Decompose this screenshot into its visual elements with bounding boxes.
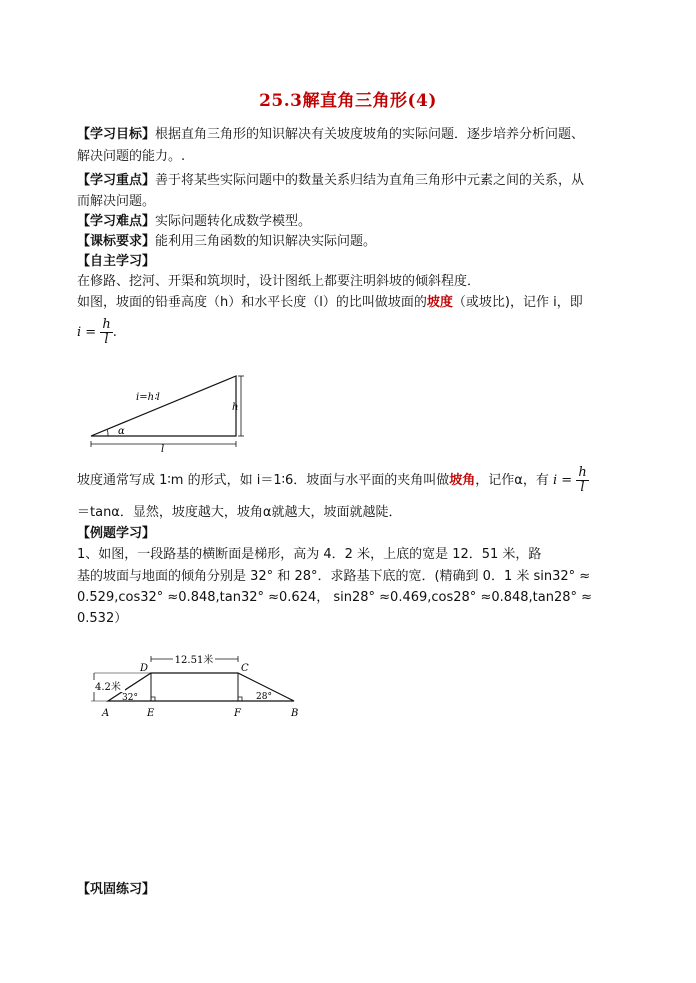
examples-heading: 【例题学习】 [77, 526, 156, 541]
key-line [77, 172, 622, 190]
practice-heading: 【巩固练习】 [77, 882, 156, 897]
standard-line [77, 233, 622, 251]
goal-label: 【学习目标】 [77, 127, 156, 142]
self-study-p4: ＝tanα．显然，坡度越大，坡角α就越大，坡面就越陡． [77, 505, 402, 520]
angle-label: α [118, 426, 125, 437]
p3-text: 坡度通常写成 1∶m 的形式，如 i＝1∶6．坡面与水平面的夹角叫做 [77, 473, 450, 488]
height-label: h [232, 402, 239, 413]
slope-angle-term: 坡角 [449, 473, 476, 488]
self-study-heading: 【自主学习】 [77, 254, 156, 269]
objective-line-cont [77, 148, 622, 166]
vertex-b-label: B [291, 708, 299, 719]
key-text: 善于将某些实际问题中的数量关系归结为直角三角形中元素之间的关系，从 [155, 173, 585, 188]
key-line-cont [77, 193, 622, 211]
example-1-line-4: 0.532） [77, 611, 128, 626]
objective-line [77, 126, 622, 144]
p3-formula-lhs: i = [553, 473, 573, 488]
difficulty-line [77, 213, 622, 231]
standard-label: 【课标要求】 [77, 234, 156, 249]
slope-triangle-figure [86, 368, 246, 458]
slope-label: i=h∶l [136, 392, 160, 403]
angle-a-label: 32° [122, 693, 138, 703]
self-study-p2 [77, 294, 622, 312]
standard-text: 能利用三角函数的知识解决实际问题。 [155, 234, 377, 249]
p2-text: 如图，坡面的铅垂高度（h）和水平长度（l）的比叫做坡面的 [77, 295, 427, 310]
example-1-line-1: 1、如图，一段路基的横断面是梯形，高为 4．2 米，上底的宽是 12．51 米，路 [77, 547, 542, 562]
slope-formula [77, 318, 622, 348]
vertex-a-label: A [102, 708, 110, 719]
angle-b-label: 28° [256, 692, 272, 702]
self-study-p1: 在修路、挖河、开渠和筑坝时，设计图纸上都要注明斜坡的倾斜程度． [77, 274, 481, 289]
example-1-line-3: 0.529,cos32° ≈0.848,tan32° ≈0.624， sin28° ≈0.469,cos28° ≈0.848,tan28° ≈ [77, 590, 593, 605]
slope-ratio-term: 坡度 [426, 295, 453, 310]
key-label: 【学习重点】 [77, 173, 156, 188]
goal-text: 根据直角三角形的知识解决有关坡度坡角的实际问题．逐步培养分析问题、 [155, 127, 585, 142]
vertex-f-label: F [234, 708, 241, 719]
key-text-cont: 而解决问题。 [77, 194, 156, 209]
formula-denominator: l [104, 332, 109, 347]
goal-text-cont: 解决问题的能力。. [77, 149, 186, 164]
p3-formula-numerator: h [578, 465, 587, 480]
p3-formula-denominator: l [580, 480, 585, 495]
page-title: 25.3解直角三角形(4) [259, 91, 437, 111]
formula-fraction [100, 318, 112, 347]
p2-text-after: （或坡比)，记作 i，即 [452, 295, 583, 310]
length-label: l [161, 444, 165, 455]
vertex-e-label: E [147, 708, 155, 719]
p3-formula-fraction [576, 466, 588, 495]
p3-text-after: ，记作α，有 [475, 473, 549, 488]
vertex-d-label: D [140, 663, 149, 674]
trapezoid-figure [86, 648, 316, 720]
difficulty-label: 【学习难点】 [77, 214, 156, 229]
triangle-outline [91, 376, 239, 436]
difficulty-text: 实际问题转化成数学模型。 [155, 214, 312, 229]
height-label: 4.2米 [95, 682, 121, 693]
angle-arc [107, 429, 108, 436]
top-width-label: 12.51米 [174, 655, 214, 666]
self-study-p3 [77, 466, 622, 496]
example-1-line-2: 基的坡面与地面的倾角分别是 32° 和 28°．求路基下底的宽．(精确到 0．1 米 sin32° ≈ [77, 569, 591, 584]
vertex-c-label: C [241, 663, 249, 674]
formula-numerator: h [102, 317, 111, 332]
formula-lhs: i = [77, 325, 97, 340]
formula-end: . [112, 325, 117, 340]
